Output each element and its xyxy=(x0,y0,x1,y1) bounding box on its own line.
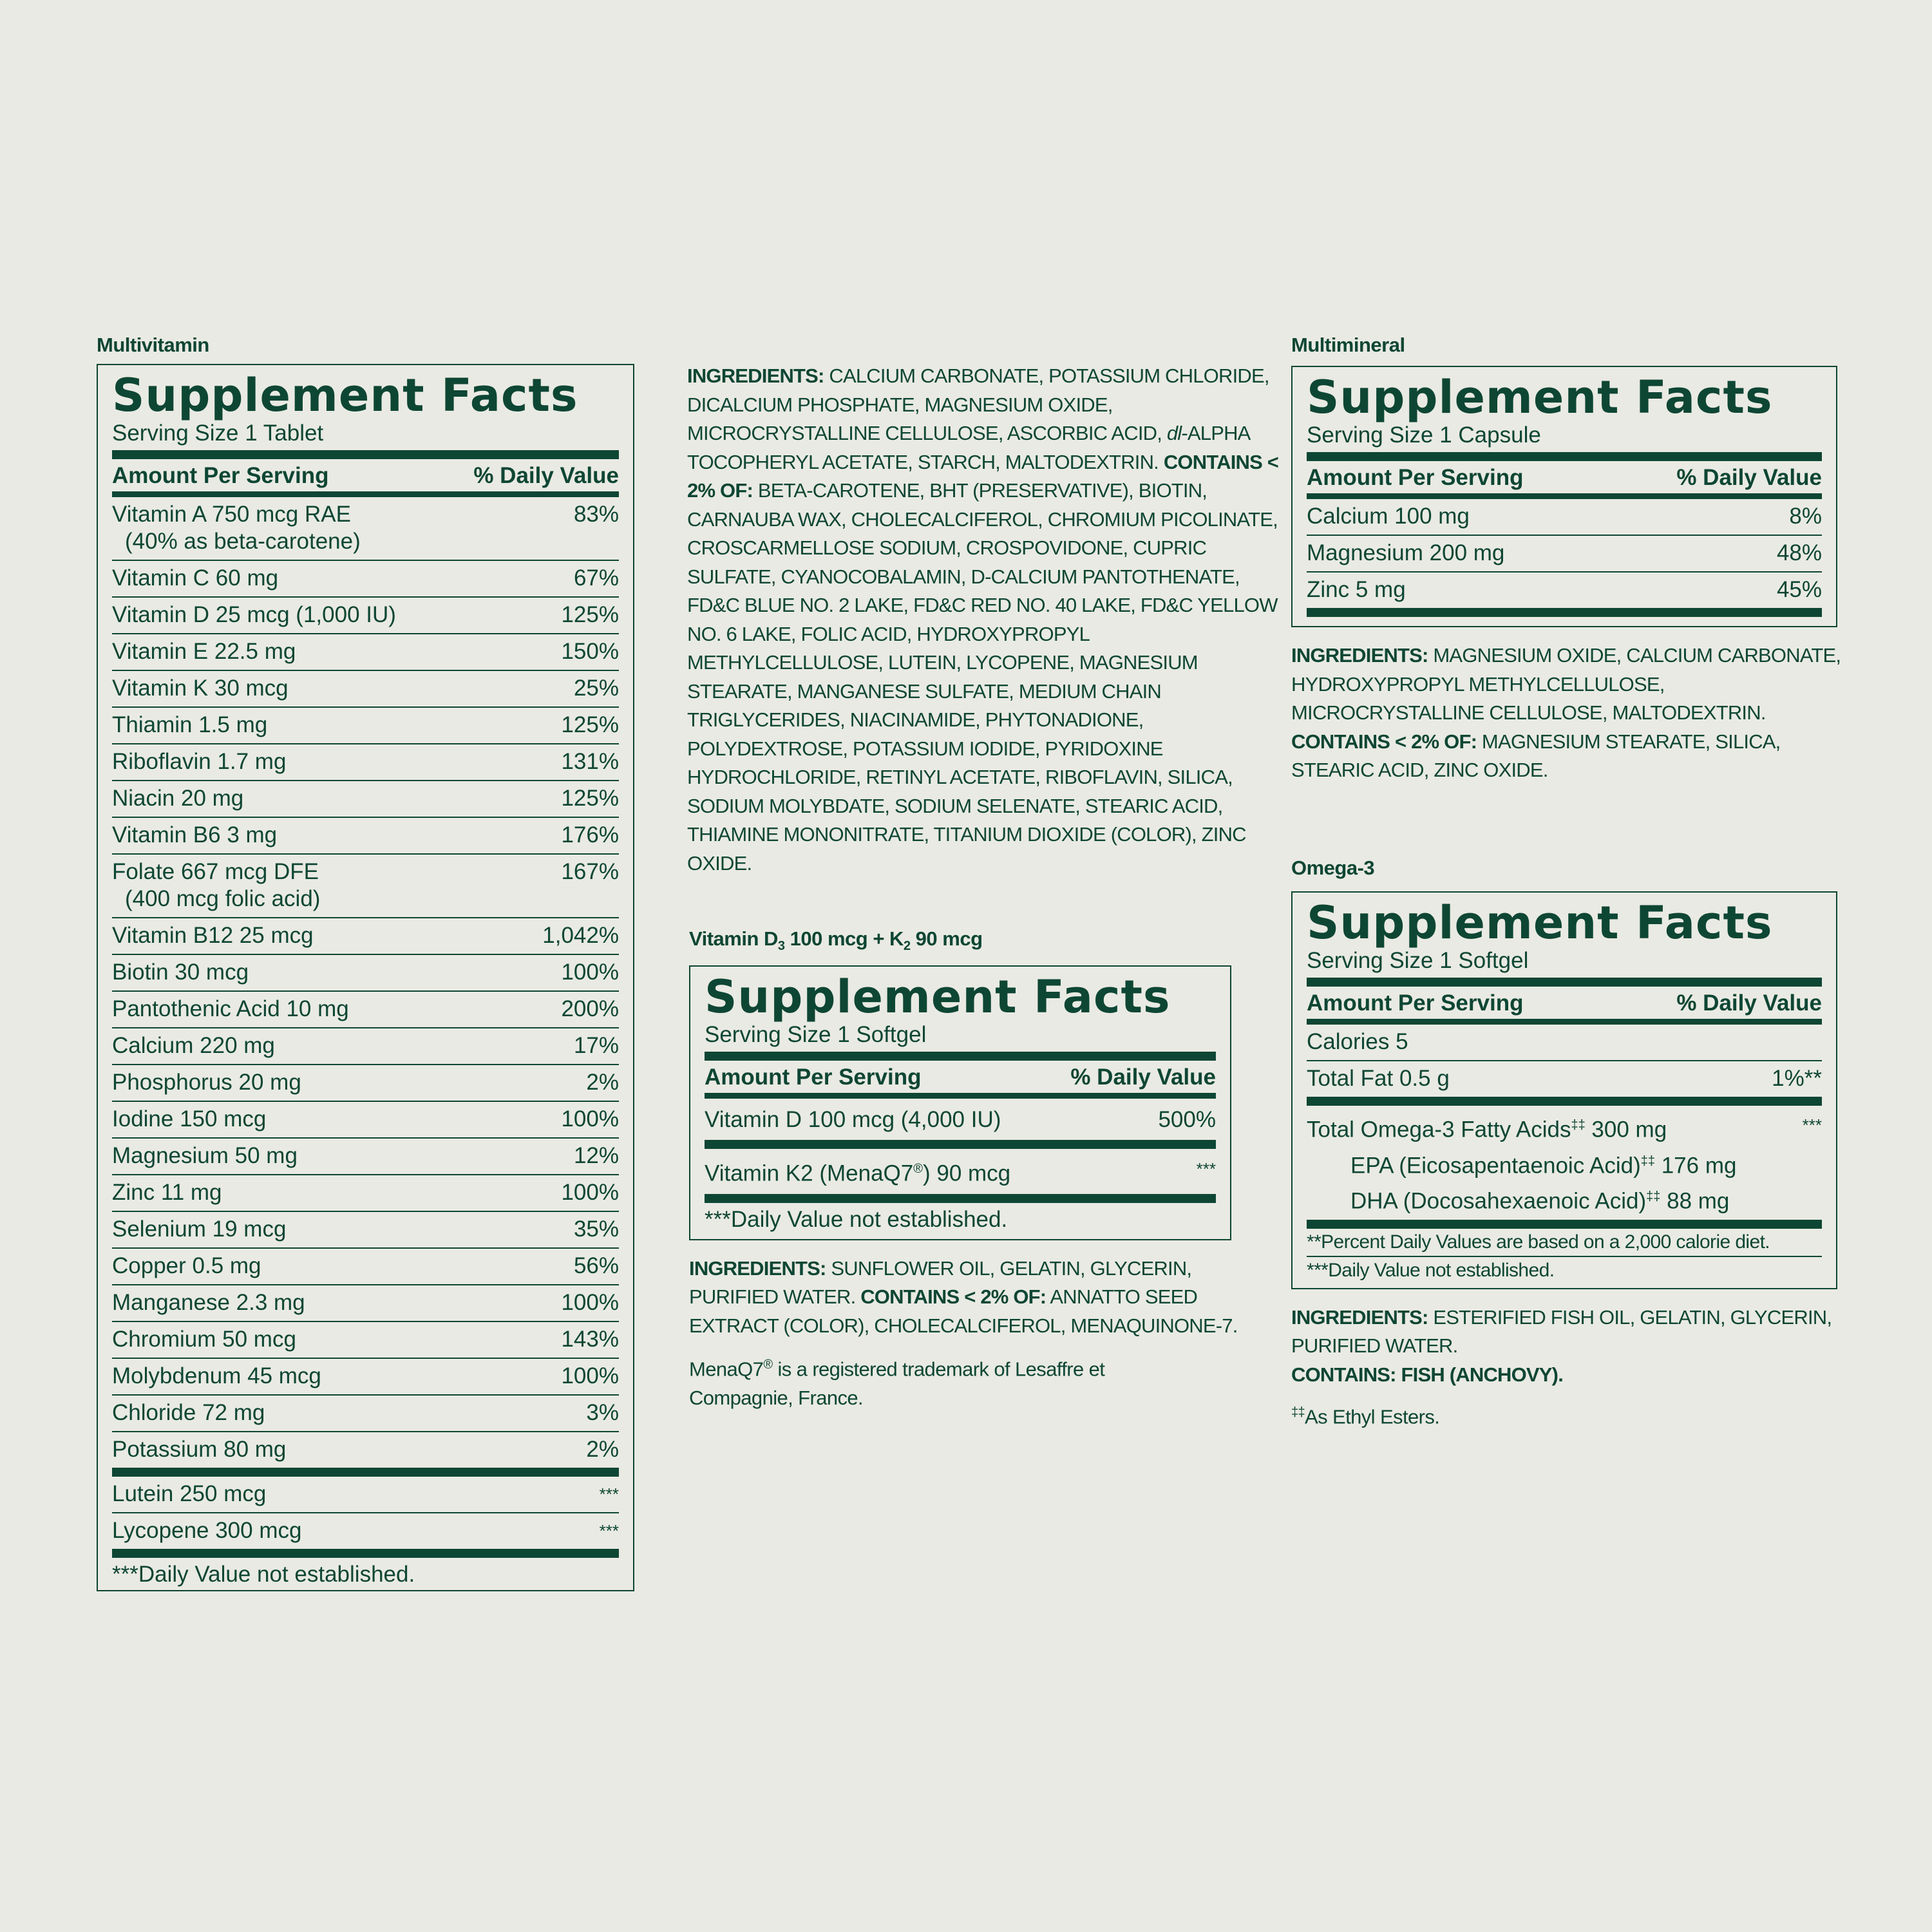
nutrient-row xyxy=(112,744,619,781)
divider-thick xyxy=(1307,1097,1822,1106)
nutrient-dv: 125% xyxy=(561,602,619,627)
divider-thick xyxy=(1307,1220,1822,1229)
nutrient-row xyxy=(112,1477,619,1513)
nutrient-row xyxy=(112,1432,619,1469)
ingredients-text-2: -ALPHA TOCOPHERYL ACETATE, STARCH, MALTODEXTRIN. xyxy=(687,422,1249,473)
nutrient-row xyxy=(1307,1061,1822,1097)
nutrient-row xyxy=(112,671,619,708)
divider-thick xyxy=(112,1468,619,1477)
omega3-section xyxy=(1291,857,1837,1432)
nutrient-row xyxy=(112,1212,619,1249)
vitamin-dk-label: Vitamin $D_3$ 100 mcg + $K_2$ 90 mcg xyxy=(689,927,983,954)
contains-label: CONTAINS < 2% OF: xyxy=(860,1285,1046,1309)
nutrient-row xyxy=(112,781,619,818)
nutrient-row xyxy=(112,1065,619,1102)
nutrient-row xyxy=(112,1249,619,1285)
facts-title: Supplement Facts xyxy=(112,369,578,422)
serving-size: Serving Size 1 Tablet xyxy=(112,421,324,446)
ethyl-note: ‡‡As Ethyl Esters. xyxy=(1291,1405,1440,1428)
divider-thick xyxy=(705,1140,1216,1149)
amount-header: Amount Per Serving xyxy=(1307,990,1524,1016)
divider-thick xyxy=(112,450,619,459)
nutrient-dv: *** xyxy=(1802,1115,1822,1135)
nutrient-name: Total Fat 0.5 g xyxy=(1307,1066,1450,1091)
calories-row xyxy=(1307,1025,1822,1061)
nutrient-dv: 48% xyxy=(1776,540,1822,565)
ingredients-label: INGREDIENTS: xyxy=(687,365,824,387)
omega3-ingredients: INGREDIENTS: ESTERIFIED FISH OIL, GELATIN, GLYCERIN, PURIFIED WATER. CONTAINS: FISH (ANCHOVY). xyxy=(1291,1305,1832,1386)
divider-mid xyxy=(705,1093,1216,1099)
nutrient-dv: 200% xyxy=(561,996,619,1021)
nutrient-row xyxy=(1307,573,1822,609)
nutrient-dv: 125% xyxy=(561,712,619,737)
nutrient-dv: 100% xyxy=(561,1180,619,1205)
nutrient-dv: 100% xyxy=(561,1106,619,1132)
nutrient-dv: 35% xyxy=(573,1217,619,1242)
nutrient-name: Vitamin D 25 mcg (1,000 IU) xyxy=(112,602,396,627)
nutrient-name: Biotin 30 mcg xyxy=(112,960,249,985)
nutrient-name: Vitamin D 100 mcg (4,000 IU) xyxy=(705,1107,1001,1133)
omega3-facts-panel xyxy=(1291,891,1837,1289)
other-ingredient-list xyxy=(112,1477,619,1550)
vitamin-dk-section xyxy=(689,927,1238,1412)
nutrient-dv: 131% xyxy=(561,749,619,774)
column-header xyxy=(1307,461,1822,493)
contains-label: CONTAINS < 2% OF: xyxy=(687,450,1279,502)
multivitamin-ingredients xyxy=(687,362,1279,878)
nutrient-name: Molybdenum 45 mcg xyxy=(112,1363,321,1388)
nutrient-name: Lutein 250 mcg xyxy=(112,1481,267,1506)
multivitamin-facts-panel xyxy=(97,364,634,1591)
nutrient-name: Manganese 2.3 mg xyxy=(112,1290,305,1315)
ingredients-italic: dl xyxy=(1166,422,1182,444)
daily-value-header: % Daily Value xyxy=(1070,1065,1216,1090)
nutrient-dv: 125% xyxy=(561,786,619,811)
nutrient-row xyxy=(112,955,619,992)
nutrient-name: Chloride 72 mg xyxy=(112,1400,265,1425)
nutrient-name: Thiamin 1.5 mg xyxy=(112,712,268,737)
nutrient-dv: 500% xyxy=(1158,1107,1216,1133)
column-header xyxy=(1307,987,1822,1019)
ingredients-label: INGREDIENTS: xyxy=(689,1256,826,1280)
contains-allergen: CONTAINS: FISH (ANCHOVY). xyxy=(1291,1363,1564,1386)
nutrient-name: Phosphorus 20 mg xyxy=(112,1070,301,1095)
ingredients-label: INGREDIENTS: xyxy=(1291,1305,1428,1329)
nutrient-row xyxy=(112,598,619,634)
vitamin-dk-ingredients: INGREDIENTS: SUNFLOWER OIL, GELATIN, GLYCERIN, PURIFIED WATER. CONTAINS < 2% OF: ANNATTO SEED EXTRACT (COLOR), CHOLECALCIFEROL, MENAQUINONE-7. xyxy=(689,1256,1238,1337)
nutrient-row xyxy=(112,634,619,671)
nutrient-dv: 150% xyxy=(561,639,619,664)
nutrient-dv: 17% xyxy=(573,1033,619,1058)
nutrient-row xyxy=(112,1359,619,1396)
nutrient-name: Potassium 80 mg xyxy=(112,1437,287,1462)
nutrient-row xyxy=(112,855,619,918)
nutrient-row xyxy=(112,1139,619,1175)
ingredients-label: INGREDIENTS: xyxy=(1291,644,1428,667)
divider-thick xyxy=(705,1194,1216,1203)
nutrient-dv: 100% xyxy=(561,1290,619,1315)
amount-header: Amount Per Serving xyxy=(1307,465,1524,490)
nutrient-dv: 8% xyxy=(1789,504,1822,529)
nutrient-row xyxy=(112,1028,619,1065)
contains-text: BETA-CAROTENE, BHT (PRESERVATIVE), BIOTIN, CARNAUBA WAX, CHOLECALCIFEROL, CHROMIUM PICOLINATE, CROSCARMELLOSE SODIUM, CROSPOVIDONE, CUPRIC SULFATE, CYANOCOBALAMIN, D-CALCIUM PANTOTHENATE, FD&C BLUE NO. 2 LAKE, FD&C RED NO. 40 LAKE, FD&C YELLOW NO. 6 LAKE, FOLIC ACID, HYDROXYPROPYL METHYLCELLULOSE, LUTEIN, LYCOPENE, MAGNESIUM STEARATE, MANGANESE SULFATE, MEDIUM CHAIN TRIGLYCERIDES, NIACINAMIDE, PHYTONADIONE, POLYDEXTROSE, POTASSIUM IODIDE, PYRIDOXINE HYDROCHLORIDE, RETINYL ACETATE, RIBOFLAVIN, SILICA, SODIUM MOLYBDATE, SODIUM SELENATE, STEARIC ACID, THIAMINE MONONITRATE, TITANIUM DIOXIDE (COLOR), ZINC OXIDE. xyxy=(687,479,1278,875)
amount-header: Amount Per Serving xyxy=(705,1065,922,1090)
divider-thick xyxy=(112,1549,619,1558)
nutrient-dv: 67% xyxy=(573,565,619,591)
nutrient-dv: 2% xyxy=(586,1437,619,1462)
footnote: ***Daily Value not established. xyxy=(705,1206,1008,1232)
nutrient-name: Vitamin B12 25 mcg xyxy=(112,923,314,948)
nutrient-dv: 2% xyxy=(586,1070,619,1095)
nutrient-name: Riboflavin 1.7 mg xyxy=(112,749,287,774)
nutrient-name: Pantothenic Acid 10 mg xyxy=(112,996,349,1021)
footnote: ***Daily Value not established. xyxy=(1307,1259,1555,1281)
nutrient-dv: 143% xyxy=(561,1327,619,1352)
nutrient-name: Vitamin A 750 mcg RAE (40% as beta-carotene) xyxy=(112,502,361,554)
nutrient-name: Zinc 11 mg xyxy=(112,1180,222,1205)
nutrient-name: Magnesium 200 mg xyxy=(1307,540,1505,565)
nutrient-dv: 12% xyxy=(573,1143,619,1168)
nutrient-subtext: (40% as beta-carotene) xyxy=(125,529,361,554)
facts-title: Supplement Facts xyxy=(1307,896,1773,949)
footnote: ***Daily Value not established. xyxy=(112,1562,415,1587)
daily-value-header: % Daily Value xyxy=(1676,465,1822,490)
nutrient-dv: 3% xyxy=(586,1400,619,1425)
nutrient-name: Magnesium 50 mg xyxy=(112,1143,298,1168)
nutrient-name: Chromium 50 mcg xyxy=(112,1327,296,1352)
nutrient-dv: *** xyxy=(599,1521,619,1540)
nutrient-dv: *** xyxy=(599,1484,619,1504)
vitamin-dk-facts-panel xyxy=(689,965,1231,1240)
nutrient-dv: 45% xyxy=(1776,577,1822,602)
nutrient-row xyxy=(112,497,619,561)
nutrient-name: Selenium 19 mcg xyxy=(112,1217,287,1242)
nutrient-dv: 167% xyxy=(561,859,619,884)
omega3-label: Omega-3 xyxy=(1291,857,1375,879)
daily-value-header: % Daily Value xyxy=(1676,990,1822,1016)
nutrient-name: Vitamin K2 (MenaQ7®) 90 mcg xyxy=(705,1160,1011,1186)
nutrient-row xyxy=(112,1102,619,1139)
nutrient-name: Iodine 150 mcg xyxy=(112,1106,267,1132)
nutrient-dv: 100% xyxy=(561,1363,619,1388)
epa-row: EPA (Eicosapentaenoic Acid)‡‡ 176 mg xyxy=(1350,1153,1737,1179)
calories: Calories 5 xyxy=(1307,1029,1408,1054)
divider-mid xyxy=(112,491,619,497)
nutrient-name: Total Omega-3 Fatty Acids‡‡ 300 mg xyxy=(1307,1117,1667,1142)
facts-title: Supplement Facts xyxy=(1307,371,1773,424)
multimineral-ingredients: INGREDIENTS: MAGNESIUM OXIDE, CALCIUM CARBONATE, HYDROXYPROPYL METHYLCELLULOSE, MICROCRYSTALLINE CELLULOSE, MALTODEXTRIN. CONTAINS < 2% OF: MAGNESIUM STEARATE, SILICA, STEARIC ACID, ZINC OXIDE. xyxy=(1291,644,1841,781)
dha-row: DHA (Docosahexaenoic Acid)‡‡ 88 mg xyxy=(1350,1188,1730,1214)
nutrient-dv: 1,042% xyxy=(542,923,619,948)
nutrient-row xyxy=(112,818,619,855)
divider-thick xyxy=(1307,608,1822,617)
nutrient-row xyxy=(112,1513,619,1550)
nutrient-row xyxy=(1307,499,1822,536)
multimineral-facts-panel xyxy=(1291,366,1837,627)
column-header xyxy=(705,1061,1216,1093)
nutrient-row xyxy=(112,708,619,744)
nutrient-dv: 25% xyxy=(573,676,619,701)
nutrient-dv: 56% xyxy=(573,1253,619,1278)
amount-header: Amount Per Serving xyxy=(112,463,329,488)
nutrient-row xyxy=(112,1322,619,1359)
nutrient-name: Vitamin E 22.5 mg xyxy=(112,639,296,664)
nutrient-name: Zinc 5 mg xyxy=(1307,577,1406,602)
multimineral-label: Multimineral xyxy=(1291,334,1405,356)
nutrient-row xyxy=(705,1099,1216,1140)
divider-mid xyxy=(1307,1019,1822,1025)
multivitamin-label: Multivitamin xyxy=(97,334,209,356)
daily-value-header: % Daily Value xyxy=(473,463,619,488)
nutrient-row xyxy=(112,992,619,1028)
serving-size: Serving Size 1 Softgel xyxy=(1307,948,1529,973)
contains-label: CONTAINS < 2% OF: xyxy=(1291,730,1477,753)
nutrient-subtext: (400 mcg folic acid) xyxy=(125,886,321,911)
nutrient-dv: 83% xyxy=(573,502,619,527)
nutrient-list xyxy=(112,497,619,1469)
column-header xyxy=(112,459,619,491)
nutrient-row xyxy=(112,1175,619,1212)
nutrient-row xyxy=(112,918,619,955)
divider-thick xyxy=(705,1052,1216,1061)
nutrient-name: Vitamin C 60 mg xyxy=(112,565,279,591)
nutrient-row xyxy=(1307,536,1822,573)
omega3-block xyxy=(1307,1106,1822,1220)
nutrient-name: Niacin 20 mg xyxy=(112,786,244,811)
ingredients-text: CALCIUM CARBONATE, POTASSIUM CHLORIDE, DICALCIUM PHOSPHATE, MAGNESIUM OXIDE, MICROCRYSTALLINE CELLULOSE, ASCORBIC ACID, xyxy=(687,365,1269,444)
nutrient-dv: 100% xyxy=(561,960,619,985)
divider-mid xyxy=(1307,493,1822,499)
nutrient-dv: 1%** xyxy=(1772,1066,1822,1091)
divider-thick xyxy=(1307,978,1822,987)
nutrient-name: Vitamin K 30 mcg xyxy=(112,676,289,701)
nutrient-name: Folate 667 mcg DFE (400 mcg folic acid) xyxy=(112,859,321,911)
mineral-list xyxy=(1307,499,1822,609)
nutrient-name: Calcium 100 mg xyxy=(1307,504,1470,529)
nutrient-name: Copper 0.5 mg xyxy=(112,1253,261,1278)
nutrient-name: Calcium 220 mg xyxy=(112,1033,275,1058)
nutrient-dv: 176% xyxy=(561,822,619,848)
nutrient-row xyxy=(112,561,619,598)
nutrient-row xyxy=(705,1149,1216,1194)
serving-size: Serving Size 1 Capsule xyxy=(1307,422,1541,448)
footnote-percent: **Percent Daily Values are based on a 2,000 calorie diet. xyxy=(1307,1231,1770,1253)
multimineral-section xyxy=(1291,334,1841,785)
nutrient-name: Vitamin B6 3 mg xyxy=(112,822,278,848)
trademark-note: MenaQ7® is a registered trademark of Lesaffre et Compagnie, France. xyxy=(689,1358,1105,1409)
facts-title: Supplement Facts xyxy=(705,971,1171,1024)
divider-thick xyxy=(1307,452,1822,461)
nutrient-row xyxy=(112,1396,619,1432)
multivitamin-section xyxy=(97,334,634,1591)
nutrient-name: Lycopene 300 mcg xyxy=(112,1518,302,1543)
serving-size: Serving Size 1 Softgel xyxy=(705,1022,927,1048)
nutrient-row xyxy=(112,1285,619,1322)
nutrient-dv: *** xyxy=(1196,1159,1216,1179)
